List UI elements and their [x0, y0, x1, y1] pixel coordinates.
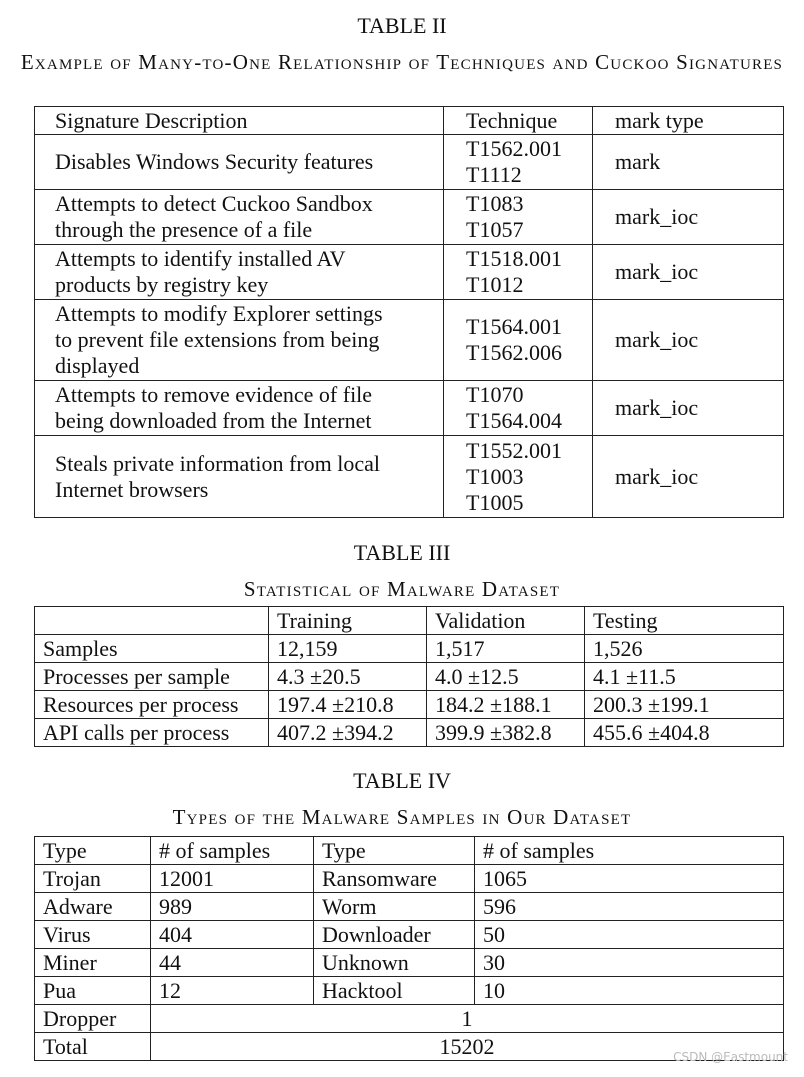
table-cell: Dropper — [35, 1005, 151, 1033]
table-row — [35, 1005, 784, 1033]
table-cell: 407.2 ±394.2 — [269, 719, 427, 747]
table2-caption: Example of Many-to-One Relationship of Techniques and Cuckoo Signatures — [20, 50, 784, 74]
table-cell: 184.2 ±188.1 — [427, 691, 585, 719]
table-cell: Technique — [444, 107, 593, 135]
table-row — [35, 300, 784, 381]
table-cell: 596 — [475, 893, 784, 921]
table3-caption: Statistical of Malware Dataset — [243, 577, 561, 601]
table-cell: Processes per sample — [35, 663, 269, 691]
table-cell: Type — [35, 837, 151, 865]
table3 — [34, 606, 784, 747]
table4-label: TABLE IV — [353, 768, 451, 793]
table-cell: Downloader — [314, 921, 475, 949]
table-cell: T1552.001 T1003 T1005 — [444, 436, 593, 518]
table-cell: Pua — [35, 977, 151, 1005]
table-cell: Miner — [35, 949, 151, 977]
table-cell: 4.0 ±12.5 — [427, 663, 585, 691]
watermark: CSDN @Eastmount — [673, 1050, 788, 1064]
table-row — [35, 107, 784, 135]
table-row — [35, 719, 784, 747]
table-cell: Type — [314, 837, 475, 865]
table-cell: 1 — [151, 1005, 784, 1033]
table-cell: 197.4 ±210.8 — [269, 691, 427, 719]
table-cell: T1518.001 T1012 — [444, 245, 593, 300]
table-row — [35, 1033, 784, 1061]
table-cell: 399.9 ±382.8 — [427, 719, 585, 747]
table-cell: Resources per process — [35, 691, 269, 719]
table-cell: 989 — [151, 893, 314, 921]
table-cell: T1070 T1564.004 — [444, 381, 593, 436]
table-cell: # of samples — [151, 837, 314, 865]
table3-label: TABLE III — [353, 540, 451, 565]
table-cell: Steals private information from local Internet browsers — [35, 436, 444, 518]
table-cell: Validation — [427, 607, 585, 635]
table-row — [35, 893, 784, 921]
table-cell: 1,517 — [427, 635, 585, 663]
table-row — [35, 837, 784, 865]
table-cell: Training — [269, 607, 427, 635]
table-cell: 50 — [475, 921, 784, 949]
table4-caption: Types of the Malware Samples in Our Dataset — [172, 805, 632, 829]
table-cell: 15202 — [151, 1033, 784, 1061]
table-cell: 1065 — [475, 865, 784, 893]
table-cell: 12,159 — [269, 635, 427, 663]
table-row — [35, 921, 784, 949]
table-row — [35, 607, 784, 635]
table-row — [35, 949, 784, 977]
table-cell: T1083 T1057 — [444, 190, 593, 245]
table-row — [35, 977, 784, 1005]
table-cell — [35, 607, 269, 635]
table-cell: 30 — [475, 949, 784, 977]
table-row — [35, 190, 784, 245]
table-cell: 4.3 ±20.5 — [269, 663, 427, 691]
table-row — [35, 691, 784, 719]
table-cell: 455.6 ±404.8 — [585, 719, 784, 747]
table-cell: 10 — [475, 977, 784, 1005]
table-row — [35, 381, 784, 436]
table-cell: Attempts to detect Cuckoo Sandbox through the presence of a file — [35, 190, 444, 245]
table-cell: 4.1 ±11.5 — [585, 663, 784, 691]
table-row — [35, 436, 784, 518]
table-cell: Worm — [314, 893, 475, 921]
table-cell: mark_ioc — [593, 300, 784, 381]
table-cell: Attempts to remove evidence of file being downloaded from the Internet — [35, 381, 444, 436]
table-row — [35, 135, 784, 190]
table-cell: mark_ioc — [593, 381, 784, 436]
table-cell: 200.3 ±199.1 — [585, 691, 784, 719]
table-cell: 12 — [151, 977, 314, 1005]
table-cell: Samples — [35, 635, 269, 663]
table-cell: Unknown — [314, 949, 475, 977]
table-cell: Adware — [35, 893, 151, 921]
table-cell: API calls per process — [35, 719, 269, 747]
table-cell: mark_ioc — [593, 190, 784, 245]
table-cell: Trojan — [35, 865, 151, 893]
table-row — [35, 635, 784, 663]
table-cell: Hacktool — [314, 977, 475, 1005]
table-cell: Attempts to identify installed AV products by registry key — [35, 245, 444, 300]
table-cell: 44 — [151, 949, 314, 977]
table-cell: Attempts to modify Explorer settings to prevent file extensions from being displayed — [35, 300, 444, 381]
table2-label: TABLE II — [357, 13, 447, 38]
table-row — [35, 865, 784, 893]
table-cell: mark_ioc — [593, 245, 784, 300]
table-cell: T1562.001 T1112 — [444, 135, 593, 190]
table-cell: Ransomware — [314, 865, 475, 893]
table-cell: 404 — [151, 921, 314, 949]
table-cell: 12001 — [151, 865, 314, 893]
table-row — [35, 245, 784, 300]
table-cell: T1564.001 T1562.006 — [444, 300, 593, 381]
table-cell: mark — [593, 135, 784, 190]
table-cell: Virus — [35, 921, 151, 949]
table2 — [34, 106, 784, 518]
table-row — [35, 663, 784, 691]
table-cell: Testing — [585, 607, 784, 635]
table-cell: mark type — [593, 107, 784, 135]
table4 — [34, 836, 784, 1061]
table-cell: Total — [35, 1033, 151, 1061]
table-cell: # of samples — [475, 837, 784, 865]
table-cell: Signature Description — [35, 107, 444, 135]
table-cell: Disables Windows Security features — [35, 135, 444, 190]
table-cell: mark_ioc — [593, 436, 784, 518]
table-cell: 1,526 — [585, 635, 784, 663]
